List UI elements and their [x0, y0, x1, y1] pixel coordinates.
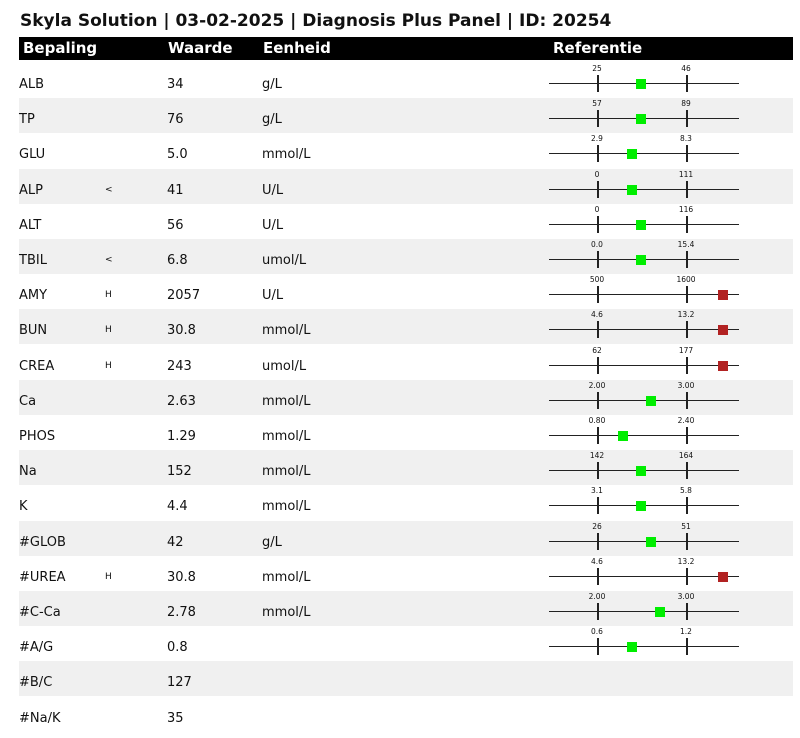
range-axis [549, 400, 739, 401]
low-tick [597, 568, 599, 585]
result-unit: g/L [262, 534, 282, 550]
analyte-name: #UREA [19, 569, 66, 585]
result-value: 152 [167, 464, 192, 480]
result-unit: mmol/L [262, 393, 311, 409]
result-value: 41 [167, 182, 184, 198]
analyte-name: ALP [19, 182, 43, 198]
result-marker [636, 114, 646, 124]
high-limit-label: 13.2 [677, 556, 695, 566]
high-limit-label: 5.8 [680, 486, 692, 496]
range-axis [549, 153, 739, 154]
low-tick [597, 357, 599, 374]
high-tick [686, 497, 688, 514]
result-marker [636, 79, 646, 89]
analyte-name: ALT [19, 217, 42, 233]
low-limit-label: 0.0 [591, 240, 603, 249]
analyte-name: ALB [19, 77, 45, 92]
low-limit-label: 142 [589, 451, 605, 461]
reference-range-bar [549, 626, 739, 661]
analyte-name: BUN [19, 323, 48, 339]
table-row [19, 485, 793, 520]
result-unit: g/L [262, 77, 282, 92]
flag-indicator: < [105, 184, 113, 195]
reference-range-bar [549, 485, 739, 520]
table-row [19, 521, 793, 556]
result-unit: mmol/L [262, 499, 311, 515]
range-axis [549, 611, 739, 612]
table-row [19, 556, 793, 591]
result-value: 1.29 [167, 429, 196, 444]
table-row [19, 591, 793, 626]
result-value: 0.8 [167, 640, 188, 656]
header-unit: Eenheid [263, 39, 331, 57]
low-limit-label: 57 [592, 99, 602, 109]
high-tick [686, 321, 688, 338]
flag-indicator: H [105, 571, 112, 582]
analyte-name: AMY [19, 288, 48, 304]
high-tick [686, 181, 688, 198]
result-unit: g/L [262, 112, 282, 128]
flag-indicator: H [105, 325, 112, 336]
low-tick [597, 216, 599, 233]
range-axis [549, 646, 739, 647]
header-value: Waarde [168, 39, 233, 57]
high-limit-label: 3.00 [677, 380, 695, 390]
result-value: 127 [167, 675, 192, 691]
low-tick [597, 497, 599, 514]
analyte-name: GLU [19, 147, 46, 163]
high-limit-label: 116 [678, 204, 694, 214]
result-marker [636, 466, 646, 476]
table-row [19, 169, 793, 204]
low-tick [597, 638, 599, 655]
analyte-name: #C-Ca [19, 605, 61, 620]
low-tick [597, 75, 599, 92]
range-axis [549, 576, 739, 577]
result-marker [646, 537, 656, 547]
low-tick [597, 392, 599, 409]
result-value: 2.78 [167, 605, 196, 620]
result-marker [627, 185, 637, 195]
analyte-name: #A/G [19, 640, 54, 656]
result-value: 2057 [167, 288, 201, 304]
result-value: 42 [167, 534, 184, 550]
reference-range-bar [549, 591, 739, 626]
high-tick [686, 110, 688, 127]
result-unit: U/L [262, 182, 284, 198]
high-limit-label: 2.40 [677, 416, 695, 425]
result-marker [718, 290, 728, 300]
high-tick [686, 392, 688, 409]
table-row [19, 63, 793, 98]
reference-range-bar [549, 239, 739, 274]
result-marker [646, 396, 656, 406]
low-tick [597, 286, 599, 303]
result-marker [718, 325, 728, 335]
table-row [19, 380, 793, 415]
high-tick [686, 603, 688, 620]
table-row [19, 239, 793, 274]
range-axis [549, 189, 739, 190]
high-tick [686, 251, 688, 268]
high-limit-label: 15.4 [677, 240, 695, 249]
result-value: 76 [167, 112, 184, 128]
analyte-name: CREA [19, 358, 55, 374]
result-unit: mmol/L [262, 464, 311, 480]
high-tick [686, 533, 688, 550]
high-tick [686, 427, 688, 444]
analyte-name: TBIL [19, 253, 47, 268]
table-row [19, 98, 793, 133]
high-tick [686, 145, 688, 162]
result-value: 2.63 [167, 393, 196, 409]
low-tick [597, 110, 599, 127]
flag-indicator: H [105, 360, 112, 371]
table-row [19, 697, 793, 732]
table-row [19, 204, 793, 239]
low-tick [597, 181, 599, 198]
high-limit-label: 1600 [676, 275, 696, 285]
reference-range-bar [549, 98, 739, 133]
header-reference: Referentie [553, 39, 643, 57]
table-row [19, 345, 793, 380]
result-value: 30.8 [167, 569, 196, 585]
table-row [19, 450, 793, 485]
high-limit-label: 8.3 [680, 134, 692, 144]
reference-range-bar [549, 169, 739, 204]
high-tick [686, 638, 688, 655]
low-tick [597, 603, 599, 620]
high-tick [686, 286, 688, 303]
low-limit-label: 4.6 [591, 556, 603, 566]
table-header [19, 37, 793, 60]
reference-range-bar [549, 450, 739, 485]
high-limit-label: 89 [681, 99, 691, 109]
result-value: 56 [167, 217, 184, 233]
result-unit: umol/L [262, 253, 307, 268]
reference-range-bar [549, 521, 739, 556]
low-limit-label: 0.80 [588, 416, 606, 425]
result-unit: mmol/L [262, 147, 311, 163]
result-marker [627, 149, 637, 159]
header-name: Bepaling [23, 39, 98, 57]
high-limit-label: 1.2 [680, 627, 692, 637]
result-unit: mmol/L [262, 323, 311, 339]
result-value: 34 [167, 77, 184, 92]
result-unit: mmol/L [262, 569, 311, 585]
analyte-name: TP [19, 112, 35, 128]
result-marker [627, 642, 637, 652]
analyte-name: #B/C [19, 675, 53, 691]
low-limit-label: 3.1 [591, 486, 603, 496]
low-limit-label: 500 [589, 275, 605, 285]
range-axis [549, 365, 739, 366]
table-row [19, 415, 793, 450]
analyte-name: PHOS [19, 429, 56, 444]
low-limit-label: 25 [592, 64, 602, 73]
range-axis [549, 294, 739, 295]
low-tick [597, 533, 599, 550]
result-value: 4.4 [167, 499, 188, 515]
result-marker [655, 607, 665, 617]
high-tick [686, 568, 688, 585]
table-row [19, 133, 793, 168]
result-value: 5.0 [167, 147, 188, 163]
result-marker [718, 572, 728, 582]
high-tick [686, 357, 688, 374]
result-value: 6.8 [167, 253, 188, 268]
analyte-name: #GLOB [19, 534, 66, 550]
table-row [19, 626, 793, 661]
low-limit-label: 26 [592, 521, 602, 531]
reference-range-bar [549, 380, 739, 415]
high-tick [686, 216, 688, 233]
reference-range-bar [549, 274, 739, 309]
result-marker [636, 501, 646, 511]
high-limit-label: 13.2 [677, 310, 695, 320]
table-row [19, 661, 793, 696]
low-tick [597, 251, 599, 268]
low-limit-label: 0 [594, 204, 600, 214]
analyte-name: Na [19, 464, 37, 480]
analyte-name: #Na/K [19, 710, 61, 726]
flag-indicator: < [105, 255, 113, 265]
range-axis [549, 435, 739, 436]
result-marker [618, 431, 628, 441]
result-unit: umol/L [262, 358, 307, 374]
range-axis [549, 329, 739, 330]
reference-range-bar [549, 556, 739, 591]
result-marker [636, 255, 646, 265]
result-value: 243 [167, 358, 192, 374]
high-tick [686, 75, 688, 92]
high-limit-label: 164 [678, 451, 694, 461]
result-unit: U/L [262, 217, 284, 233]
low-limit-label: 62 [592, 345, 602, 355]
table-row [19, 274, 793, 309]
reference-range-bar [549, 133, 739, 168]
reference-range-bar [549, 309, 739, 344]
result-value: 35 [167, 710, 184, 726]
low-limit-label: 0 [594, 169, 600, 179]
low-limit-label: 0.6 [591, 627, 603, 637]
result-unit: U/L [262, 288, 284, 304]
report-title: Skyla Solution | 03-02-2025 | Diagnosis Plus Panel | ID: 20254 [20, 11, 612, 31]
high-limit-label: 3.00 [677, 592, 695, 601]
low-limit-label: 2.00 [588, 592, 606, 601]
result-unit: mmol/L [262, 605, 311, 620]
flag-indicator: H [105, 290, 112, 301]
low-tick [597, 427, 599, 444]
result-marker [636, 220, 646, 230]
analyte-name: Ca [19, 393, 37, 409]
high-limit-label: 177 [678, 345, 694, 355]
reference-range-bar [549, 345, 739, 380]
high-limit-label: 111 [678, 169, 694, 179]
low-tick [597, 462, 599, 479]
low-tick [597, 321, 599, 338]
low-limit-label: 2.00 [588, 380, 606, 390]
reference-range-bar [549, 415, 739, 450]
table-row [19, 309, 793, 344]
low-limit-label: 4.6 [591, 310, 603, 320]
high-tick [686, 462, 688, 479]
low-tick [597, 145, 599, 162]
result-unit: mmol/L [262, 429, 311, 444]
reference-range-bar [549, 63, 739, 98]
high-limit-label: 51 [681, 521, 691, 531]
low-limit-label: 2.9 [591, 134, 603, 144]
range-axis [549, 541, 739, 542]
result-marker [718, 361, 728, 371]
analyte-name: K [19, 499, 28, 515]
reference-range-bar [549, 204, 739, 239]
high-limit-label: 46 [681, 64, 691, 73]
result-value: 30.8 [167, 323, 196, 339]
